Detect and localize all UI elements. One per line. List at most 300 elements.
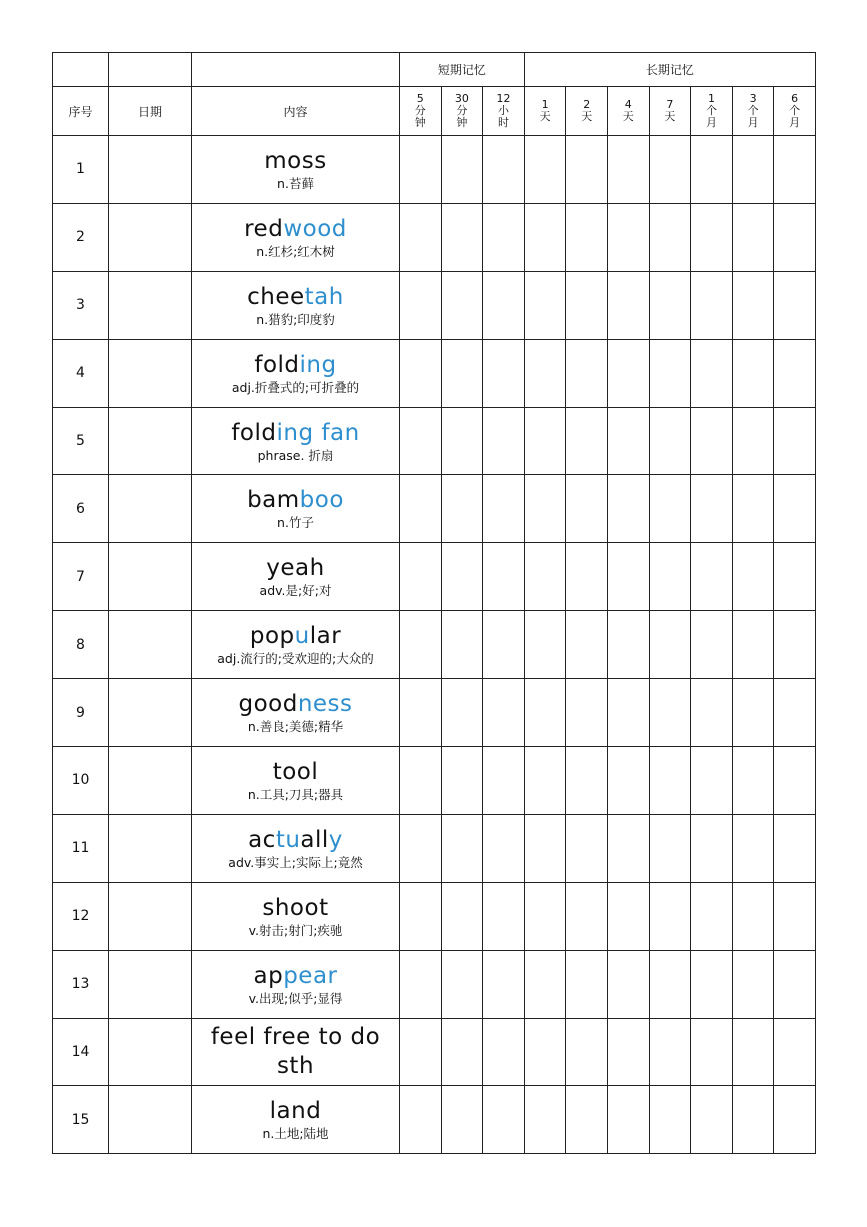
review-checkbox-cell[interactable] (608, 339, 650, 407)
table-row (53, 1086, 816, 1154)
review-checkbox-cell[interactable] (566, 203, 608, 271)
vocab-word (192, 894, 399, 922)
review-checkbox-cell[interactable] (691, 1086, 733, 1154)
review-checkbox-cell[interactable] (774, 203, 816, 271)
index-column-header: 序号 (53, 87, 109, 136)
word-segment: land (269, 1098, 322, 1125)
date-cell[interactable] (109, 271, 192, 339)
table-row (53, 747, 816, 815)
review-checkbox-cell[interactable] (608, 882, 650, 950)
review-checkbox-cell[interactable] (649, 475, 691, 543)
review-checkbox-cell[interactable] (691, 475, 733, 543)
word-segment: feel free to do sth (210, 1024, 381, 1080)
review-period-label: 月 (705, 115, 717, 129)
review-checkbox-cell[interactable] (566, 271, 608, 339)
review-checkbox-cell[interactable] (691, 679, 733, 747)
review-checkbox-cell[interactable] (400, 203, 442, 271)
review-checkbox-cell[interactable] (649, 136, 691, 204)
review-period-label: 小 (498, 103, 509, 117)
review-checkbox-cell[interactable] (524, 339, 566, 407)
review-checkbox-cell[interactable] (441, 271, 483, 339)
review-checkbox-cell[interactable] (524, 679, 566, 747)
review-period-header (483, 87, 525, 136)
review-checkbox-cell[interactable] (524, 136, 566, 204)
review-checkbox-cell[interactable] (524, 814, 566, 882)
review-period-label: 12 (496, 91, 511, 105)
review-checkbox-cell[interactable] (441, 950, 483, 1018)
date-cell[interactable] (109, 882, 192, 950)
date-cell[interactable] (109, 203, 192, 271)
review-checkbox-cell[interactable] (400, 475, 442, 543)
word-segment: tu (275, 826, 301, 853)
word-definition: v.出现;似乎;显得 (248, 990, 343, 1006)
review-checkbox-cell[interactable] (732, 950, 774, 1018)
word-segment: al (300, 826, 322, 853)
review-checkbox-cell[interactable] (691, 611, 733, 679)
table-row (53, 1018, 816, 1086)
review-checkbox-cell[interactable] (691, 339, 733, 407)
review-checkbox-cell[interactable] (691, 950, 733, 1018)
review-checkbox-cell[interactable] (732, 747, 774, 815)
review-checkbox-cell[interactable] (400, 814, 442, 882)
review-period-label: 钟 (414, 115, 426, 129)
review-checkbox-cell[interactable] (400, 1018, 442, 1086)
corner-cell (109, 53, 192, 87)
review-checkbox-cell[interactable] (732, 882, 774, 950)
date-cell[interactable] (109, 611, 192, 679)
word-definition: n.苔藓 (277, 175, 314, 191)
review-checkbox-cell[interactable] (774, 747, 816, 815)
row-index: 7 (53, 543, 109, 611)
word-segment: yeah (266, 555, 325, 582)
table-row (53, 679, 816, 747)
vocab-word (192, 1097, 399, 1125)
review-checkbox-cell[interactable] (691, 1018, 733, 1086)
review-period-header (732, 87, 774, 136)
review-period-label: 7 (666, 97, 674, 111)
review-checkbox-cell[interactable] (483, 1086, 525, 1154)
review-period-label: 天 (664, 109, 676, 123)
review-period-header (524, 87, 566, 136)
table-row (53, 475, 816, 543)
content-cell (192, 1018, 400, 1086)
review-checkbox-cell[interactable] (608, 1018, 650, 1086)
review-checkbox-cell[interactable] (649, 271, 691, 339)
review-checkbox-cell[interactable] (441, 611, 483, 679)
corner-cell (192, 53, 400, 87)
word-definition: adv.事实上;实际上;竟然 (228, 854, 363, 870)
review-checkbox-cell[interactable] (732, 136, 774, 204)
review-checkbox-cell[interactable] (732, 339, 774, 407)
review-checkbox-cell[interactable] (608, 950, 650, 1018)
date-cell[interactable] (109, 475, 192, 543)
review-checkbox-cell[interactable] (483, 679, 525, 747)
review-checkbox-cell[interactable] (649, 203, 691, 271)
review-checkbox-cell[interactable] (483, 475, 525, 543)
vocab-word (192, 147, 399, 175)
word-segment: wood (283, 215, 347, 242)
row-index: 1 (53, 136, 109, 204)
content-cell (192, 679, 400, 747)
content-cell (192, 475, 400, 543)
word-definition: adj.流行的;受欢迎的;大众的 (217, 651, 374, 667)
review-checkbox-cell[interactable] (608, 271, 650, 339)
review-checkbox-cell[interactable] (483, 747, 525, 815)
table-row (53, 136, 816, 204)
content-cell (192, 882, 400, 950)
table-row (53, 950, 816, 1018)
review-checkbox-cell[interactable] (608, 747, 650, 815)
review-checkbox-cell[interactable] (732, 543, 774, 611)
review-checkbox-cell[interactable] (732, 611, 774, 679)
word-segment: ing (299, 351, 337, 378)
review-checkbox-cell[interactable] (649, 950, 691, 1018)
review-checkbox-cell[interactable] (524, 407, 566, 475)
row-index: 13 (53, 950, 109, 1018)
header-group-row (53, 53, 816, 87)
review-checkbox-cell[interactable] (649, 679, 691, 747)
review-checkbox-cell[interactable] (774, 814, 816, 882)
review-checkbox-cell[interactable] (441, 1086, 483, 1154)
word-segment: chee (247, 283, 305, 310)
review-checkbox-cell[interactable] (483, 950, 525, 1018)
review-checkbox-cell[interactable] (649, 747, 691, 815)
review-checkbox-cell[interactable] (774, 271, 816, 339)
word-definition: v.射击;射门;疾驰 (248, 922, 343, 938)
review-checkbox-cell[interactable] (732, 271, 774, 339)
review-checkbox-cell[interactable] (566, 1086, 608, 1154)
word-segment: moss (264, 147, 327, 174)
review-checkbox-cell[interactable] (524, 271, 566, 339)
review-period-label: 天 (539, 109, 551, 123)
review-checkbox-cell[interactable] (691, 882, 733, 950)
review-checkbox-cell[interactable] (732, 1018, 774, 1086)
review-period-label: 2 (583, 97, 591, 111)
review-checkbox-cell[interactable] (608, 611, 650, 679)
review-period-header (441, 87, 483, 136)
review-checkbox-cell[interactable] (566, 814, 608, 882)
review-checkbox-cell[interactable] (400, 882, 442, 950)
word-segment: ing fan (276, 419, 360, 446)
review-checkbox-cell[interactable] (524, 203, 566, 271)
vocab-word (192, 1023, 399, 1081)
word-segment: pop (249, 623, 295, 650)
word-segment: ness (297, 691, 353, 718)
review-checkbox-cell[interactable] (649, 1086, 691, 1154)
review-checkbox-cell[interactable] (524, 1018, 566, 1086)
review-period-label: 月 (789, 115, 801, 129)
review-checkbox-cell[interactable] (608, 1086, 650, 1154)
review-checkbox-cell[interactable] (441, 407, 483, 475)
review-checkbox-cell[interactable] (483, 882, 525, 950)
review-checkbox-cell[interactable] (774, 339, 816, 407)
word-definition: adv.是;好;对 (259, 583, 332, 599)
table-row (53, 814, 816, 882)
review-checkbox-cell[interactable] (441, 543, 483, 611)
word-segment: good (238, 691, 298, 718)
review-checkbox-cell[interactable] (774, 543, 816, 611)
review-checkbox-cell[interactable] (400, 679, 442, 747)
review-period-label: 6 (791, 91, 799, 105)
review-checkbox-cell[interactable] (774, 882, 816, 950)
review-checkbox-cell[interactable] (608, 136, 650, 204)
vocab-word (192, 419, 399, 447)
review-checkbox-cell[interactable] (400, 543, 442, 611)
date-cell[interactable] (109, 950, 192, 1018)
content-cell (192, 203, 400, 271)
review-checkbox-cell[interactable] (608, 475, 650, 543)
review-checkbox-cell[interactable] (649, 1018, 691, 1086)
review-checkbox-cell[interactable] (608, 814, 650, 882)
review-checkbox-cell[interactable] (400, 747, 442, 815)
table-row (53, 271, 816, 339)
review-checkbox-cell[interactable] (566, 611, 608, 679)
content-column-header: 内容 (192, 87, 400, 136)
review-checkbox-cell[interactable] (483, 1018, 525, 1086)
review-period-label: 4 (624, 97, 632, 111)
review-period-label: 月 (747, 115, 759, 129)
date-column-header: 日期 (109, 87, 192, 136)
review-checkbox-cell[interactable] (524, 543, 566, 611)
review-checkbox-cell[interactable] (441, 203, 483, 271)
review-checkbox-cell[interactable] (566, 475, 608, 543)
word-segment: tah (304, 283, 344, 310)
review-checkbox-cell[interactable] (441, 475, 483, 543)
word-segment: fold (254, 351, 300, 378)
review-checkbox-cell[interactable] (691, 407, 733, 475)
row-index: 8 (53, 611, 109, 679)
vocab-word (192, 486, 399, 514)
review-checkbox-cell[interactable] (483, 814, 525, 882)
review-checkbox-cell[interactable] (441, 1018, 483, 1086)
vocab-word (192, 215, 399, 243)
vocab-word (192, 690, 399, 718)
table-row (53, 543, 816, 611)
date-cell[interactable] (109, 543, 192, 611)
review-checkbox-cell[interactable] (691, 747, 733, 815)
word-segment: fold (231, 419, 277, 446)
review-checkbox-cell[interactable] (566, 136, 608, 204)
review-checkbox-cell[interactable] (566, 950, 608, 1018)
review-checkbox-cell[interactable] (608, 543, 650, 611)
review-checkbox-cell[interactable] (441, 814, 483, 882)
row-index: 2 (53, 203, 109, 271)
review-checkbox-cell[interactable] (649, 611, 691, 679)
word-segment: red (244, 215, 284, 242)
review-checkbox-cell[interactable] (774, 1086, 816, 1154)
long-term-memory-header: 长期记忆 (524, 53, 815, 87)
review-checkbox-cell[interactable] (608, 407, 650, 475)
review-checkbox-cell[interactable] (524, 882, 566, 950)
review-period-label: 30 (454, 91, 469, 105)
vocab-word (192, 962, 399, 990)
review-checkbox-cell[interactable] (566, 339, 608, 407)
review-period-header (774, 87, 816, 136)
content-cell (192, 747, 400, 815)
review-checkbox-cell[interactable] (441, 747, 483, 815)
review-period-label: 个 (705, 103, 717, 117)
review-checkbox-cell[interactable] (774, 611, 816, 679)
review-period-label: 个 (747, 103, 759, 117)
short-term-memory-header: 短期记忆 (400, 53, 525, 87)
date-cell[interactable] (109, 1018, 192, 1086)
review-checkbox-cell[interactable] (441, 679, 483, 747)
content-cell (192, 1086, 400, 1154)
date-cell[interactable] (109, 407, 192, 475)
date-cell[interactable] (109, 136, 192, 204)
review-checkbox-cell[interactable] (483, 136, 525, 204)
word-definition: n.土地;陆地 (262, 1126, 329, 1142)
review-period-label: 分 (456, 103, 468, 117)
table-row (53, 611, 816, 679)
review-period-label: 时 (498, 115, 509, 129)
vocab-word (192, 826, 399, 854)
review-period-label: 天 (622, 109, 634, 123)
word-segment: tool (272, 758, 319, 785)
word-segment: shoot (262, 894, 329, 921)
review-checkbox-cell[interactable] (732, 203, 774, 271)
row-index: 5 (53, 407, 109, 475)
review-checkbox-cell[interactable] (608, 679, 650, 747)
review-period-label: 3 (749, 91, 757, 105)
review-checkbox-cell[interactable] (400, 407, 442, 475)
content-cell (192, 136, 400, 204)
corner-cell (53, 53, 109, 87)
review-checkbox-cell[interactable] (649, 407, 691, 475)
review-checkbox-cell[interactable] (774, 407, 816, 475)
vocab-word (192, 758, 399, 786)
review-period-header (649, 87, 691, 136)
vocab-word (192, 351, 399, 379)
review-checkbox-cell[interactable] (566, 882, 608, 950)
review-period-label: 钟 (456, 115, 468, 129)
review-checkbox-cell[interactable] (691, 136, 733, 204)
word-segment: l (321, 826, 329, 853)
review-checkbox-cell[interactable] (441, 136, 483, 204)
review-period-label: 分 (414, 103, 426, 117)
review-checkbox-cell[interactable] (691, 814, 733, 882)
review-checkbox-cell[interactable] (649, 339, 691, 407)
date-cell[interactable] (109, 679, 192, 747)
review-checkbox-cell[interactable] (524, 1086, 566, 1154)
review-period-label: 天 (581, 109, 593, 123)
review-checkbox-cell[interactable] (774, 475, 816, 543)
review-checkbox-cell[interactable] (732, 407, 774, 475)
review-checkbox-cell[interactable] (524, 747, 566, 815)
review-checkbox-cell[interactable] (524, 611, 566, 679)
review-checkbox-cell[interactable] (649, 543, 691, 611)
review-checkbox-cell[interactable] (649, 814, 691, 882)
date-cell[interactable] (109, 814, 192, 882)
row-index: 3 (53, 271, 109, 339)
review-checkbox-cell[interactable] (524, 475, 566, 543)
word-definition: n.红杉;红木树 (256, 243, 335, 259)
review-checkbox-cell[interactable] (483, 543, 525, 611)
date-cell[interactable] (109, 339, 192, 407)
review-checkbox-cell[interactable] (566, 679, 608, 747)
review-checkbox-cell[interactable] (774, 1018, 816, 1086)
review-checkbox-cell[interactable] (400, 950, 442, 1018)
word-segment: bam (247, 487, 300, 514)
word-segment: pear (283, 962, 338, 989)
content-cell (192, 271, 400, 339)
review-checkbox-cell[interactable] (441, 339, 483, 407)
review-checkbox-cell[interactable] (774, 136, 816, 204)
review-checkbox-cell[interactable] (566, 747, 608, 815)
review-checkbox-cell[interactable] (608, 203, 650, 271)
memory-review-table (52, 52, 816, 1154)
review-period-label: 个 (789, 103, 801, 117)
review-checkbox-cell[interactable] (691, 543, 733, 611)
review-period-label: 5 (416, 91, 424, 105)
review-period-label: 1 (707, 91, 715, 105)
word-definition: n.工具;刀具;器具 (247, 786, 344, 802)
table-row (53, 882, 816, 950)
content-cell (192, 950, 400, 1018)
word-segment: y (328, 826, 343, 853)
review-checkbox-cell[interactable] (400, 136, 442, 204)
review-checkbox-cell[interactable] (524, 950, 566, 1018)
review-checkbox-cell[interactable] (400, 339, 442, 407)
review-checkbox-cell[interactable] (400, 611, 442, 679)
review-checkbox-cell[interactable] (732, 475, 774, 543)
word-definition: n.善良;美德;精华 (247, 719, 344, 735)
review-checkbox-cell[interactable] (483, 339, 525, 407)
review-checkbox-cell[interactable] (774, 950, 816, 1018)
date-cell[interactable] (109, 747, 192, 815)
review-checkbox-cell[interactable] (483, 611, 525, 679)
date-cell[interactable] (109, 1086, 192, 1154)
column-header-row (53, 87, 816, 136)
word-definition: adj.折叠式的;可折叠的 (231, 379, 360, 395)
row-index: 6 (53, 475, 109, 543)
review-checkbox-cell[interactable] (691, 271, 733, 339)
review-checkbox-cell[interactable] (483, 271, 525, 339)
content-cell (192, 814, 400, 882)
review-checkbox-cell[interactable] (400, 271, 442, 339)
review-checkbox-cell[interactable] (400, 1086, 442, 1154)
row-index: 11 (53, 814, 109, 882)
word-segment: ac (248, 826, 276, 853)
row-index: 14 (53, 1018, 109, 1086)
vocab-word (192, 622, 399, 650)
review-checkbox-cell[interactable] (649, 882, 691, 950)
review-checkbox-cell[interactable] (732, 679, 774, 747)
review-checkbox-cell[interactable] (483, 203, 525, 271)
word-segment: boo (299, 487, 344, 514)
content-cell (192, 339, 400, 407)
review-checkbox-cell[interactable] (566, 407, 608, 475)
word-definition: n.竹子 (277, 515, 314, 531)
review-period-label: 1 (541, 97, 549, 111)
row-index: 9 (53, 679, 109, 747)
content-cell (192, 407, 400, 475)
review-checkbox-cell[interactable] (441, 882, 483, 950)
content-cell (192, 543, 400, 611)
review-period-header (608, 87, 650, 136)
vocab-word (192, 554, 399, 582)
review-checkbox-cell[interactable] (732, 814, 774, 882)
review-checkbox-cell[interactable] (691, 203, 733, 271)
row-index: 15 (53, 1086, 109, 1154)
review-checkbox-cell[interactable] (566, 1018, 608, 1086)
word-segment: lar (309, 623, 342, 650)
review-checkbox-cell[interactable] (566, 543, 608, 611)
review-checkbox-cell[interactable] (732, 1086, 774, 1154)
row-index: 10 (53, 747, 109, 815)
review-checkbox-cell[interactable] (774, 679, 816, 747)
review-checkbox-cell[interactable] (483, 407, 525, 475)
